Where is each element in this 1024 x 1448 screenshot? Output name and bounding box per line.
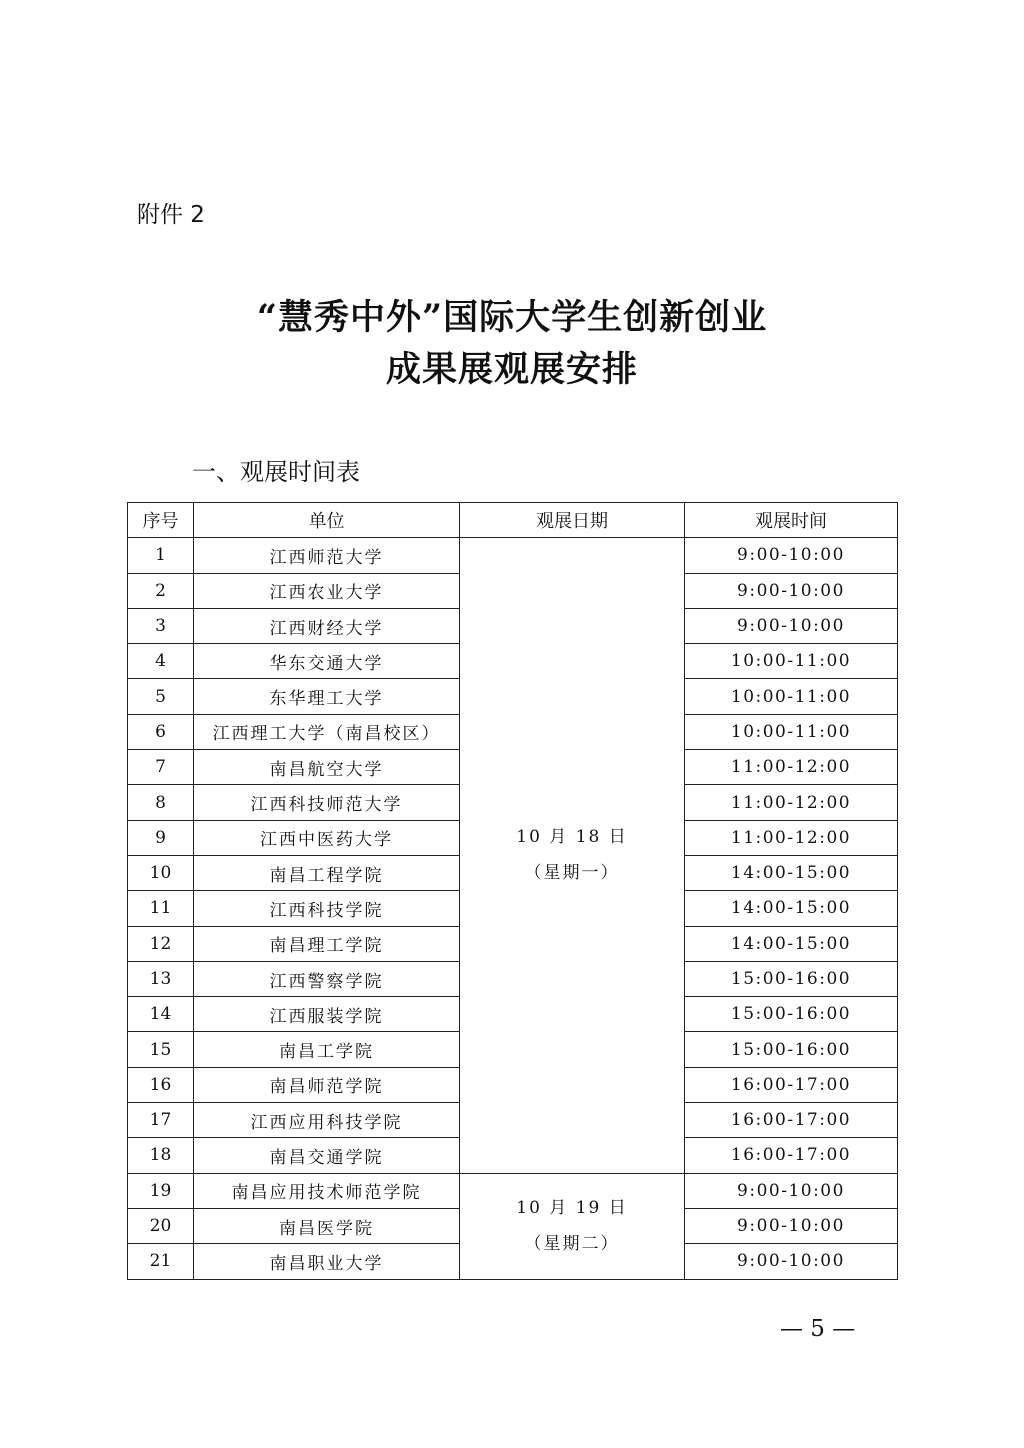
unit-name: 南昌工学院 xyxy=(194,1032,460,1067)
visit-time: 14:00-15:00 xyxy=(685,855,898,890)
visit-time: 9:00-10:00 xyxy=(685,573,898,608)
visit-time: 9:00-10:00 xyxy=(685,1244,898,1279)
row-number: 20 xyxy=(128,1208,194,1243)
row-number: 1 xyxy=(128,538,194,573)
unit-name: 江西中医药大学 xyxy=(194,820,460,855)
unit-name: 江西应用科技学院 xyxy=(194,1103,460,1138)
unit-name: 江西师范大学 xyxy=(194,538,460,573)
table-row xyxy=(128,538,898,573)
visit-time: 9:00-10:00 xyxy=(685,1173,898,1208)
unit-name: 南昌航空大学 xyxy=(194,750,460,785)
unit-name: 南昌应用技术师范学院 xyxy=(194,1173,460,1208)
unit-name: 江西财经大学 xyxy=(194,608,460,643)
column-header-unit: 单位 xyxy=(194,503,460,538)
visit-time: 9:00-10:00 xyxy=(685,608,898,643)
row-number: 3 xyxy=(128,608,194,643)
visit-time: 14:00-15:00 xyxy=(685,926,898,961)
visit-time: 11:00-12:00 xyxy=(685,785,898,820)
visit-time: 9:00-10:00 xyxy=(685,538,898,573)
visit-time: 16:00-17:00 xyxy=(685,1103,898,1138)
visit-time: 15:00-16:00 xyxy=(685,997,898,1032)
visit-time: 10:00-11:00 xyxy=(685,679,898,714)
schedule-body xyxy=(128,538,898,1279)
row-number: 2 xyxy=(128,573,194,608)
unit-name: 江西农业大学 xyxy=(194,573,460,608)
visit-time: 10:00-11:00 xyxy=(685,644,898,679)
visit-time: 15:00-16:00 xyxy=(685,1032,898,1067)
visit-time: 11:00-12:00 xyxy=(685,820,898,855)
row-number: 13 xyxy=(128,961,194,996)
row-number: 9 xyxy=(128,820,194,855)
unit-name: 江西科技师范大学 xyxy=(194,785,460,820)
section-heading: 一、观展时间表 xyxy=(192,458,360,486)
unit-name: 江西警察学院 xyxy=(194,961,460,996)
column-header-date: 观展日期 xyxy=(460,503,685,538)
document-title-line1: “慧秀中外”国际大学生创新创业 xyxy=(256,297,768,338)
row-number: 16 xyxy=(128,1067,194,1102)
row-number: 17 xyxy=(128,1103,194,1138)
visit-date xyxy=(460,1173,685,1279)
unit-name: 东华理工大学 xyxy=(194,679,460,714)
visit-time: 14:00-15:00 xyxy=(685,891,898,926)
unit-name: 南昌交通学院 xyxy=(194,1138,460,1173)
table-header-row xyxy=(128,503,898,538)
row-number: 7 xyxy=(128,750,194,785)
row-number: 8 xyxy=(128,785,194,820)
row-number: 14 xyxy=(128,997,194,1032)
attachment-label: 附件 2 xyxy=(137,202,205,228)
unit-name: 南昌师范学院 xyxy=(194,1067,460,1102)
document-title-line2: 成果展观展安排 xyxy=(385,349,638,390)
schedule-table xyxy=(127,502,898,1280)
visit-time: 16:00-17:00 xyxy=(685,1138,898,1173)
unit-name: 南昌理工学院 xyxy=(194,926,460,961)
unit-name: 江西科技学院 xyxy=(194,891,460,926)
visit-date-weekday: （星期一） xyxy=(524,863,620,884)
visit-time: 10:00-11:00 xyxy=(685,714,898,749)
unit-name: 江西理工大学（南昌校区） xyxy=(194,714,460,749)
visit-time: 15:00-16:00 xyxy=(685,961,898,996)
row-number: 6 xyxy=(128,714,194,749)
unit-name: 南昌职业大学 xyxy=(194,1244,460,1279)
row-number: 12 xyxy=(128,926,194,961)
row-number: 21 xyxy=(128,1244,194,1279)
row-number: 4 xyxy=(128,644,194,679)
row-number: 10 xyxy=(128,855,194,890)
row-number: 5 xyxy=(128,679,194,714)
table-row xyxy=(128,1173,898,1208)
visit-date-weekday: （星期二） xyxy=(524,1234,620,1255)
page-number: — 5 — xyxy=(780,1316,856,1342)
visit-time: 11:00-12:00 xyxy=(685,750,898,785)
unit-name: 江西服装学院 xyxy=(194,997,460,1032)
visit-date xyxy=(460,538,685,1173)
unit-name: 南昌工程学院 xyxy=(194,855,460,890)
visit-date-day: 10 月 19 日 xyxy=(516,1198,628,1219)
visit-date-day: 10 月 18 日 xyxy=(516,827,628,848)
column-header-time: 观展时间 xyxy=(685,503,898,538)
row-number: 19 xyxy=(128,1173,194,1208)
row-number: 11 xyxy=(128,891,194,926)
column-header-number: 序号 xyxy=(128,503,194,538)
row-number: 15 xyxy=(128,1032,194,1067)
row-number: 18 xyxy=(128,1138,194,1173)
visit-time: 16:00-17:00 xyxy=(685,1067,898,1102)
unit-name: 华东交通大学 xyxy=(194,644,460,679)
unit-name: 南昌医学院 xyxy=(194,1208,460,1243)
visit-time: 9:00-10:00 xyxy=(685,1208,898,1243)
